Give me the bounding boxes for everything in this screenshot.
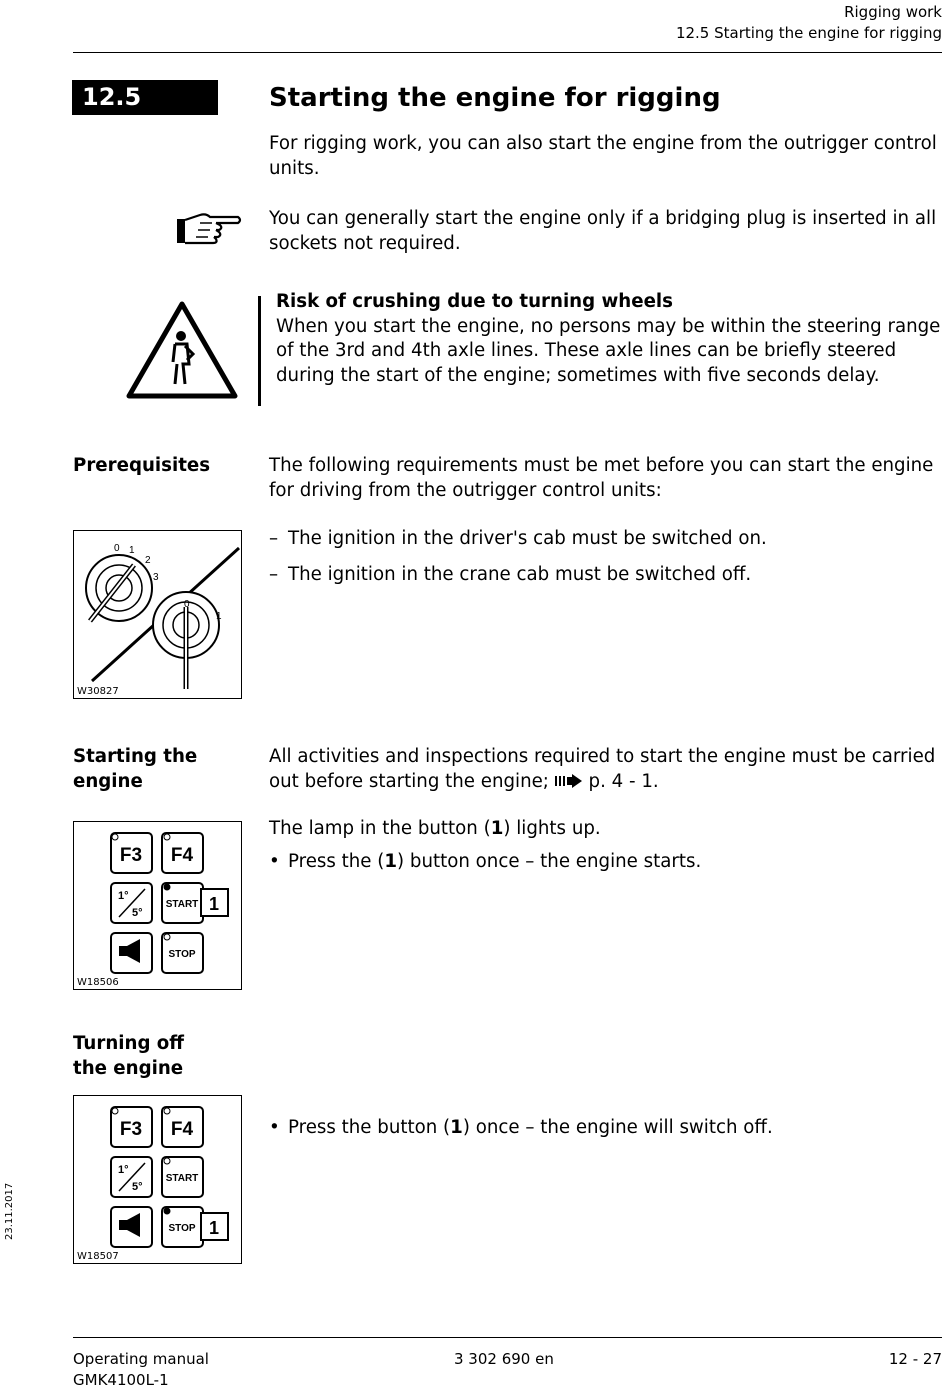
starting-text [269, 745, 944, 794]
figure-id: W18507 [77, 1251, 119, 1262]
footer-rule [73, 1337, 942, 1338]
start-step [269, 850, 950, 875]
dash-marker: – [269, 528, 279, 549]
tilt-top-label: 1° [118, 890, 129, 902]
turning-off-label: Turning off the engine [73, 1033, 185, 1079]
warning-text: When you start the engine, no persons may be within the steering range of the 3rd and 4th axle lines. These axle lines can be briefly steered during the start of the engine; sometimes with five seconds delay. [276, 315, 941, 386]
stop-button-label: STOP [168, 1223, 196, 1234]
left-position-1: 1 [129, 545, 135, 556]
footer-doc-number: 3 302 690 en [454, 1350, 554, 1368]
list-item-text: The ignition in the driver's cab must be switched on. [288, 528, 767, 549]
prerequisites-list [269, 527, 944, 587]
figure-id: W30827 [77, 686, 119, 697]
page-number: 12 - 27 [888, 1350, 942, 1368]
tilt-bottom-label: 5° [132, 1181, 143, 1193]
running-header [676, 2, 942, 44]
cross-reference-arrow-icon [555, 774, 583, 788]
list-item [269, 563, 944, 588]
left-position-3: 3 [153, 572, 159, 583]
intro-paragraph: For rigging work, you can also start the engine from the outrigger control units. [269, 133, 937, 179]
f4-button-label: F4 [170, 845, 194, 866]
tilt-top-label: 1° [118, 1164, 129, 1176]
header-chapter: Rigging work [844, 3, 942, 21]
f3-button-label: F3 [119, 845, 143, 866]
list-item [269, 527, 944, 552]
stop-button-label: STOP [168, 949, 196, 960]
note-paragraph: You can generally start the engine only if a bridging plug is inserted in all sockets not required. [269, 208, 937, 254]
start-button-label: START [165, 899, 199, 910]
lamp-text-post: ) lights up. [503, 818, 601, 839]
starting-label: Starting the engine [73, 746, 198, 792]
prerequisites-label: Prerequisites [73, 455, 211, 476]
warning-bar [258, 296, 261, 406]
bullet-marker: • [269, 851, 280, 872]
warning-block [276, 290, 944, 388]
control-panel-figure-start [73, 821, 242, 990]
callout-number: 1 [208, 1218, 220, 1238]
pointing-hand-icon [176, 211, 242, 245]
page-reference: p. 4 - 1. [588, 770, 659, 792]
start-button-label: START [165, 1173, 199, 1184]
step-text-post: ) once – the engine will switch off. [462, 1116, 773, 1138]
step-button-number: 1 [384, 851, 398, 872]
step-text-pre: Press the ( [288, 851, 385, 872]
dash-marker: – [269, 563, 279, 585]
warning-title: Risk of crushing due to turning wheels [276, 291, 673, 312]
prerequisites-text: The following requirements must be met before you can start the engine for driving from the outrigger control units: [269, 455, 934, 501]
step-button-number: 1 [450, 1116, 463, 1138]
lamp-text-pre: The lamp in the button ( [269, 818, 491, 839]
tilt-bottom-label: 5° [132, 907, 143, 919]
step-text-post: ) button once – the engine starts. [397, 851, 702, 872]
header-rule [73, 52, 942, 53]
figure-id: W18506 [77, 977, 119, 988]
starting-text-body: All activities and inspections required to start the engine must be carried out before starting the engine; [269, 746, 936, 792]
footer-manual: Operating manual [73, 1350, 209, 1368]
section-title: Starting the engine for rigging [269, 83, 721, 113]
ignition-switch-figure [73, 530, 242, 699]
lamp-button-number: 1 [490, 818, 504, 839]
callout-number: 1 [208, 894, 220, 914]
control-panel-figure-stop [73, 1095, 242, 1264]
warning-person-icon [125, 300, 239, 400]
lamp-text [269, 817, 944, 842]
left-position-0: 0 [114, 543, 120, 554]
f3-button-label: F3 [119, 1119, 143, 1140]
section-number: 12.5 [72, 80, 218, 115]
print-date: 23.11.2017 [4, 1182, 15, 1240]
bullet-marker: • [269, 1116, 280, 1138]
footer-model: GMK4100L-1 [73, 1371, 169, 1389]
right-position-0: 0 [184, 599, 190, 610]
footer-left [73, 1349, 209, 1391]
header-section: 12.5 Starting the engine for rigging [675, 24, 942, 42]
left-position-2: 2 [145, 555, 151, 566]
stop-step [269, 1116, 950, 1141]
right-position-1: 1 [216, 611, 222, 622]
step-text-pre: Press the button ( [288, 1116, 451, 1138]
f4-button-label: F4 [170, 1119, 194, 1140]
list-item-text: The ignition in the crane cab must be switched off. [288, 563, 752, 585]
